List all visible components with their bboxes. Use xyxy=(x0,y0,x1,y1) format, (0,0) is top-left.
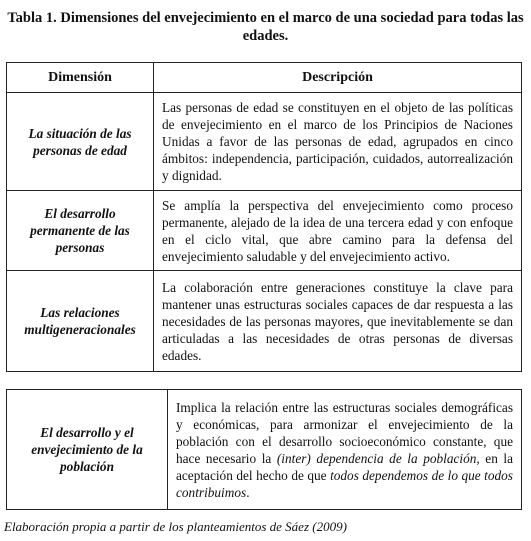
desc-text: en la aceptación del hecho de que xyxy=(176,450,514,483)
source-note: Elaboración propia a partir de los planteamientos de Sáez (2009) xyxy=(4,519,347,534)
main-table-block xyxy=(6,62,522,372)
dimensions-table xyxy=(6,62,522,372)
row-dimension: Las relaciones multigeneracionales xyxy=(7,271,154,372)
table-header-row xyxy=(7,63,522,93)
table-title: Tabla 1. Dimensiones del envejecimiento en el marco de una sociedad para todas las edades. xyxy=(7,10,524,44)
row-description: Se amplía la perspectiva del envejecimiento como proceso permanente, alejado de la idea de una tercera edad y con enfoque en el ciclo vital, que abre camino para la defensa del envejecimiento saludable y del envejecimiento activo. xyxy=(154,191,522,271)
header-dimension: Dimensión xyxy=(7,63,154,93)
table-row xyxy=(7,390,522,510)
desc-italic-text: (inter) dependencia de la población, xyxy=(276,450,480,466)
table-row xyxy=(7,271,522,372)
dimensions-table-continued xyxy=(6,389,522,510)
row-description: La colaboración entre generaciones constituye la clave para mantener unas estructuras sociales capaces de dar respuesta a las necesidades de las personas mayores, que inevitablemente se dan articuladas a las necesidades de otras personas de diversas edades. xyxy=(154,271,522,372)
desc-text: Implica la relación entre las estructuras sociales demográficas y económicas, para armonizar el envejecimiento de la población con el desarrollo socioeconómico constante, que hace necesario la xyxy=(176,399,513,466)
row-dimension: La situación de las personas de edad xyxy=(7,93,154,191)
row-description xyxy=(168,390,522,510)
table-row xyxy=(7,93,522,191)
desc-italic-text: todos dependemos de lo que todos contribuimos xyxy=(176,467,513,500)
row-dimension: El desarrollo permanente de las personas xyxy=(7,191,154,271)
row-description: Las personas de edad se constituyen en el objeto de las políticas de envejecimiento en el marco de los Principios de Naciones Unidas a favor de las personas de edad, agrupados en cinco ámbitos: independencia, participación, cuidados, autorrealización y dignidad. xyxy=(154,93,522,191)
second-table-block xyxy=(6,389,522,510)
desc-text: . xyxy=(246,484,250,500)
table-row xyxy=(7,191,522,271)
row-dimension: El desarrollo y el envejecimiento de la población xyxy=(7,390,168,510)
header-descripcion: Descripción xyxy=(154,63,522,93)
